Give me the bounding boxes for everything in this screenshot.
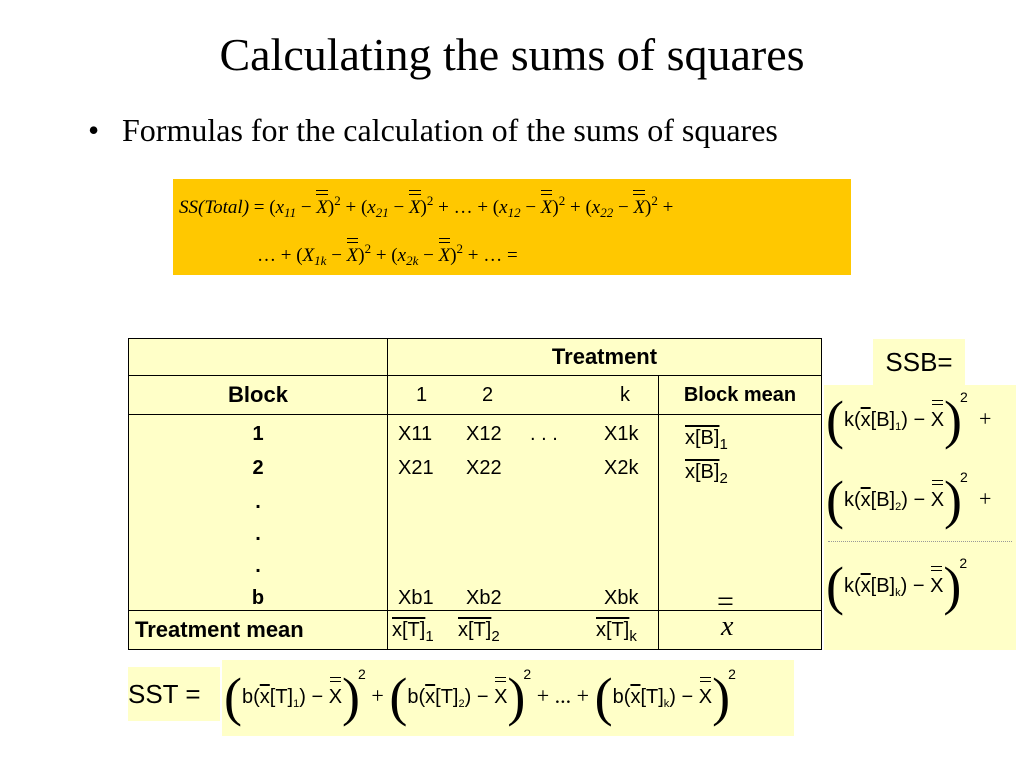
ssb-divider <box>828 541 1012 542</box>
sst-formula <box>222 660 794 736</box>
formula-line2-tail: + … = <box>467 245 518 266</box>
bullet-text: Formulas for the calculation of the sums of squares <box>122 112 778 148</box>
ssb-formula <box>824 385 1016 650</box>
block-label-b: b <box>251 587 265 609</box>
observations-cell <box>388 415 659 611</box>
cell-x12: X12 <box>466 423 502 445</box>
grand-mean-double-bar: = <box>717 585 734 618</box>
block-label-dot-2: . <box>255 523 261 545</box>
block-labels-cell <box>129 415 388 611</box>
slide-title: Calculating the sums of squares <box>219 29 805 80</box>
treatment-mean-2: $x[T]_2$ <box>458 619 500 645</box>
block-header: Block <box>129 376 388 415</box>
sst-terms: $(b(\overline{x}[T]_1) - X)^2 + (b(\overline{x}[T]_2) - X)^2$ + ... + $(b(\overline{x}[T]_k) - X)^2$ <box>224 666 736 727</box>
cell-ellipsis: . . . <box>530 423 558 445</box>
data-table <box>128 338 822 650</box>
bullet-dot: • <box>88 112 100 148</box>
grand-mean-cell <box>659 585 822 650</box>
block-label-2: 2 <box>252 457 264 479</box>
treatment-columns-header <box>388 376 659 415</box>
ssb-term-3: $(k(\overline{x}[B]_k) - X)^2$ <box>826 555 968 616</box>
cell-xb1: Xb1 <box>398 587 434 609</box>
cell-x1k: X1k <box>604 423 639 445</box>
ssb-label: SSB= <box>873 339 965 385</box>
block-label-1: 1 <box>252 423 264 445</box>
block-mean-header: Block mean <box>659 376 822 415</box>
col-1-label: 1 <box>416 384 428 406</box>
block-label-dot-1: . <box>255 491 261 513</box>
cell-x22: X22 <box>466 457 502 479</box>
treatment-mean-1: $x[T]_1$ <box>392 619 434 645</box>
formula-line-1: SS(Total) = $(x_{11} - X)^2 + (x_{21} - X)^2$ + … + $(x_{12} - X)^2 + (x_{22} - X)^2$ + <box>179 193 674 220</box>
block-label-dot-3: . <box>255 555 261 577</box>
ssb-term-2: $(k(\overline{x}[B]_2) - X)^2$ + <box>826 469 992 530</box>
sst-label: SST = <box>128 667 220 721</box>
block-means-cell <box>659 415 822 611</box>
ssb-term-1: $(k(\overline{x}[B]_1) - X)^2$ + <box>826 389 992 450</box>
block-mean-2: $x[B]_2$ <box>685 461 728 487</box>
formula-lhs: SS(Total) <box>179 197 250 218</box>
treatment-means-cell <box>388 611 659 650</box>
cell-xb2: Xb2 <box>466 587 502 609</box>
ss-total-formula <box>173 179 851 275</box>
bullet-item <box>88 112 778 149</box>
treatment-mean-k: $x[T]_k$ <box>596 619 637 645</box>
cell-x2k: X2k <box>604 457 639 479</box>
treatment-mean-label: Treatment mean <box>129 611 388 650</box>
col-k-label: k <box>620 384 630 406</box>
formula-line-2: … + $(X_{1k} - X)^2 + (x_{2k} - X)^2$ + … = <box>257 241 518 268</box>
cell-x21: X21 <box>398 457 434 479</box>
col-2-label: 2 <box>482 384 494 406</box>
grand-mean-symbol: x <box>721 611 734 642</box>
formula-line1-tail: + <box>662 197 674 218</box>
cell-xbk: Xbk <box>604 587 639 609</box>
treatment-header: Treatment <box>388 339 822 376</box>
cell-x11: X11 <box>398 423 433 445</box>
block-mean-1: $x[B]_1$ <box>685 427 728 453</box>
